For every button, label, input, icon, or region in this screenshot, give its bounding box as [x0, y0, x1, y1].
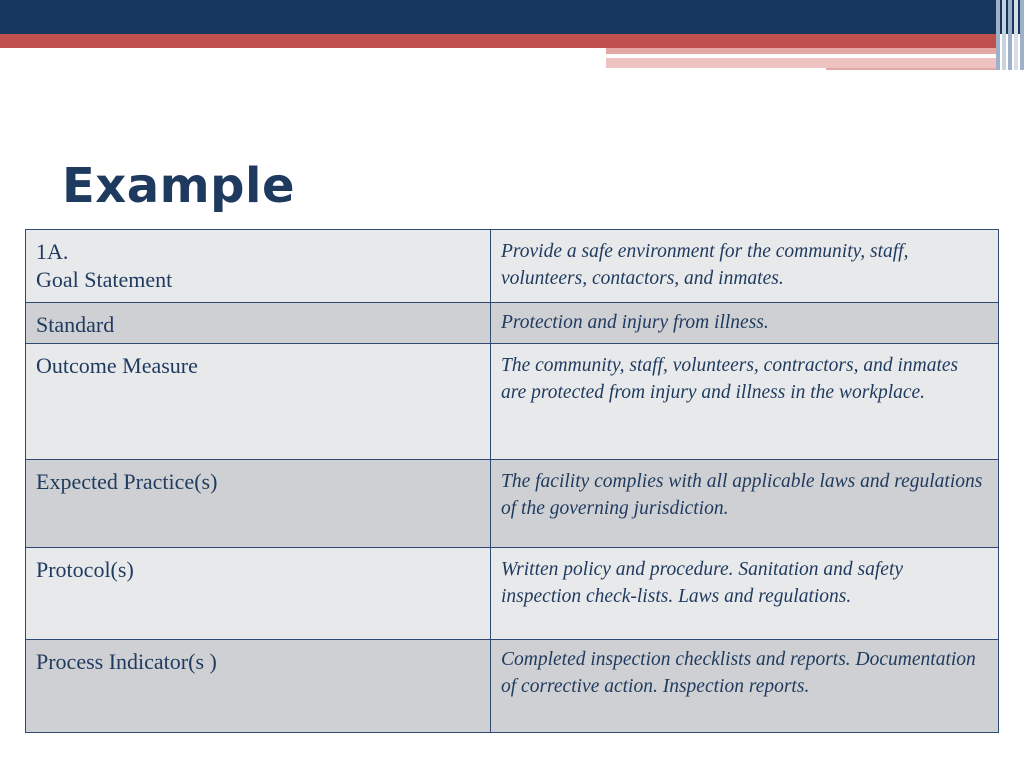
- row-label-goal-statement: [26, 230, 491, 303]
- header-banner-red: [0, 34, 1000, 48]
- table-row: [26, 460, 999, 548]
- row-label-standard: Standard: [26, 303, 491, 344]
- header-banner-accent-lower: [606, 58, 1000, 68]
- row-description: Protection and injury from illness.: [491, 303, 999, 344]
- row-description: Written policy and procedure. Sanitation and safety inspection check-lists. Laws and regulations.: [491, 548, 999, 640]
- goal-table: [25, 229, 999, 733]
- header-vertical-stripe: [1014, 0, 1018, 70]
- header-banner-divider: [606, 54, 946, 57]
- row-description: Provide a safe environment for the community, staff, volunteers, contactors, and inmates.: [491, 230, 999, 303]
- goal-number: 1A.: [36, 239, 69, 264]
- header-vertical-stripe: [1002, 0, 1006, 70]
- header-banner-navy: [0, 0, 1024, 34]
- header-vertical-stripe: [996, 0, 1000, 70]
- header-vertical-stripe: [1008, 0, 1012, 70]
- header-banner-thin-line: [826, 68, 1000, 70]
- row-label-process-indicators: Process Indicator(s ): [26, 640, 491, 733]
- row-description: Completed inspection checklists and reports. Documentation of corrective action. Inspection reports.: [491, 640, 999, 733]
- row-label-protocols: Protocol(s): [26, 548, 491, 640]
- slide-title: Example: [62, 158, 296, 214]
- header-vertical-stripe: [1020, 0, 1024, 70]
- table-row: [26, 344, 999, 460]
- row-label-expected-practices: Expected Practice(s): [26, 460, 491, 548]
- table-row: [26, 548, 999, 640]
- row-description: The facility complies with all applicable laws and regulations of the governing jurisdiction.: [491, 460, 999, 548]
- table-row: [26, 303, 999, 344]
- goal-statement-label: Goal Statement: [36, 267, 173, 292]
- row-description: The community, staff, volunteers, contractors, and inmates are protected from injury and illness in the workplace.: [491, 344, 999, 460]
- table-row: [26, 640, 999, 733]
- table-row: [26, 230, 999, 303]
- row-label-outcome-measure: Outcome Measure: [26, 344, 491, 460]
